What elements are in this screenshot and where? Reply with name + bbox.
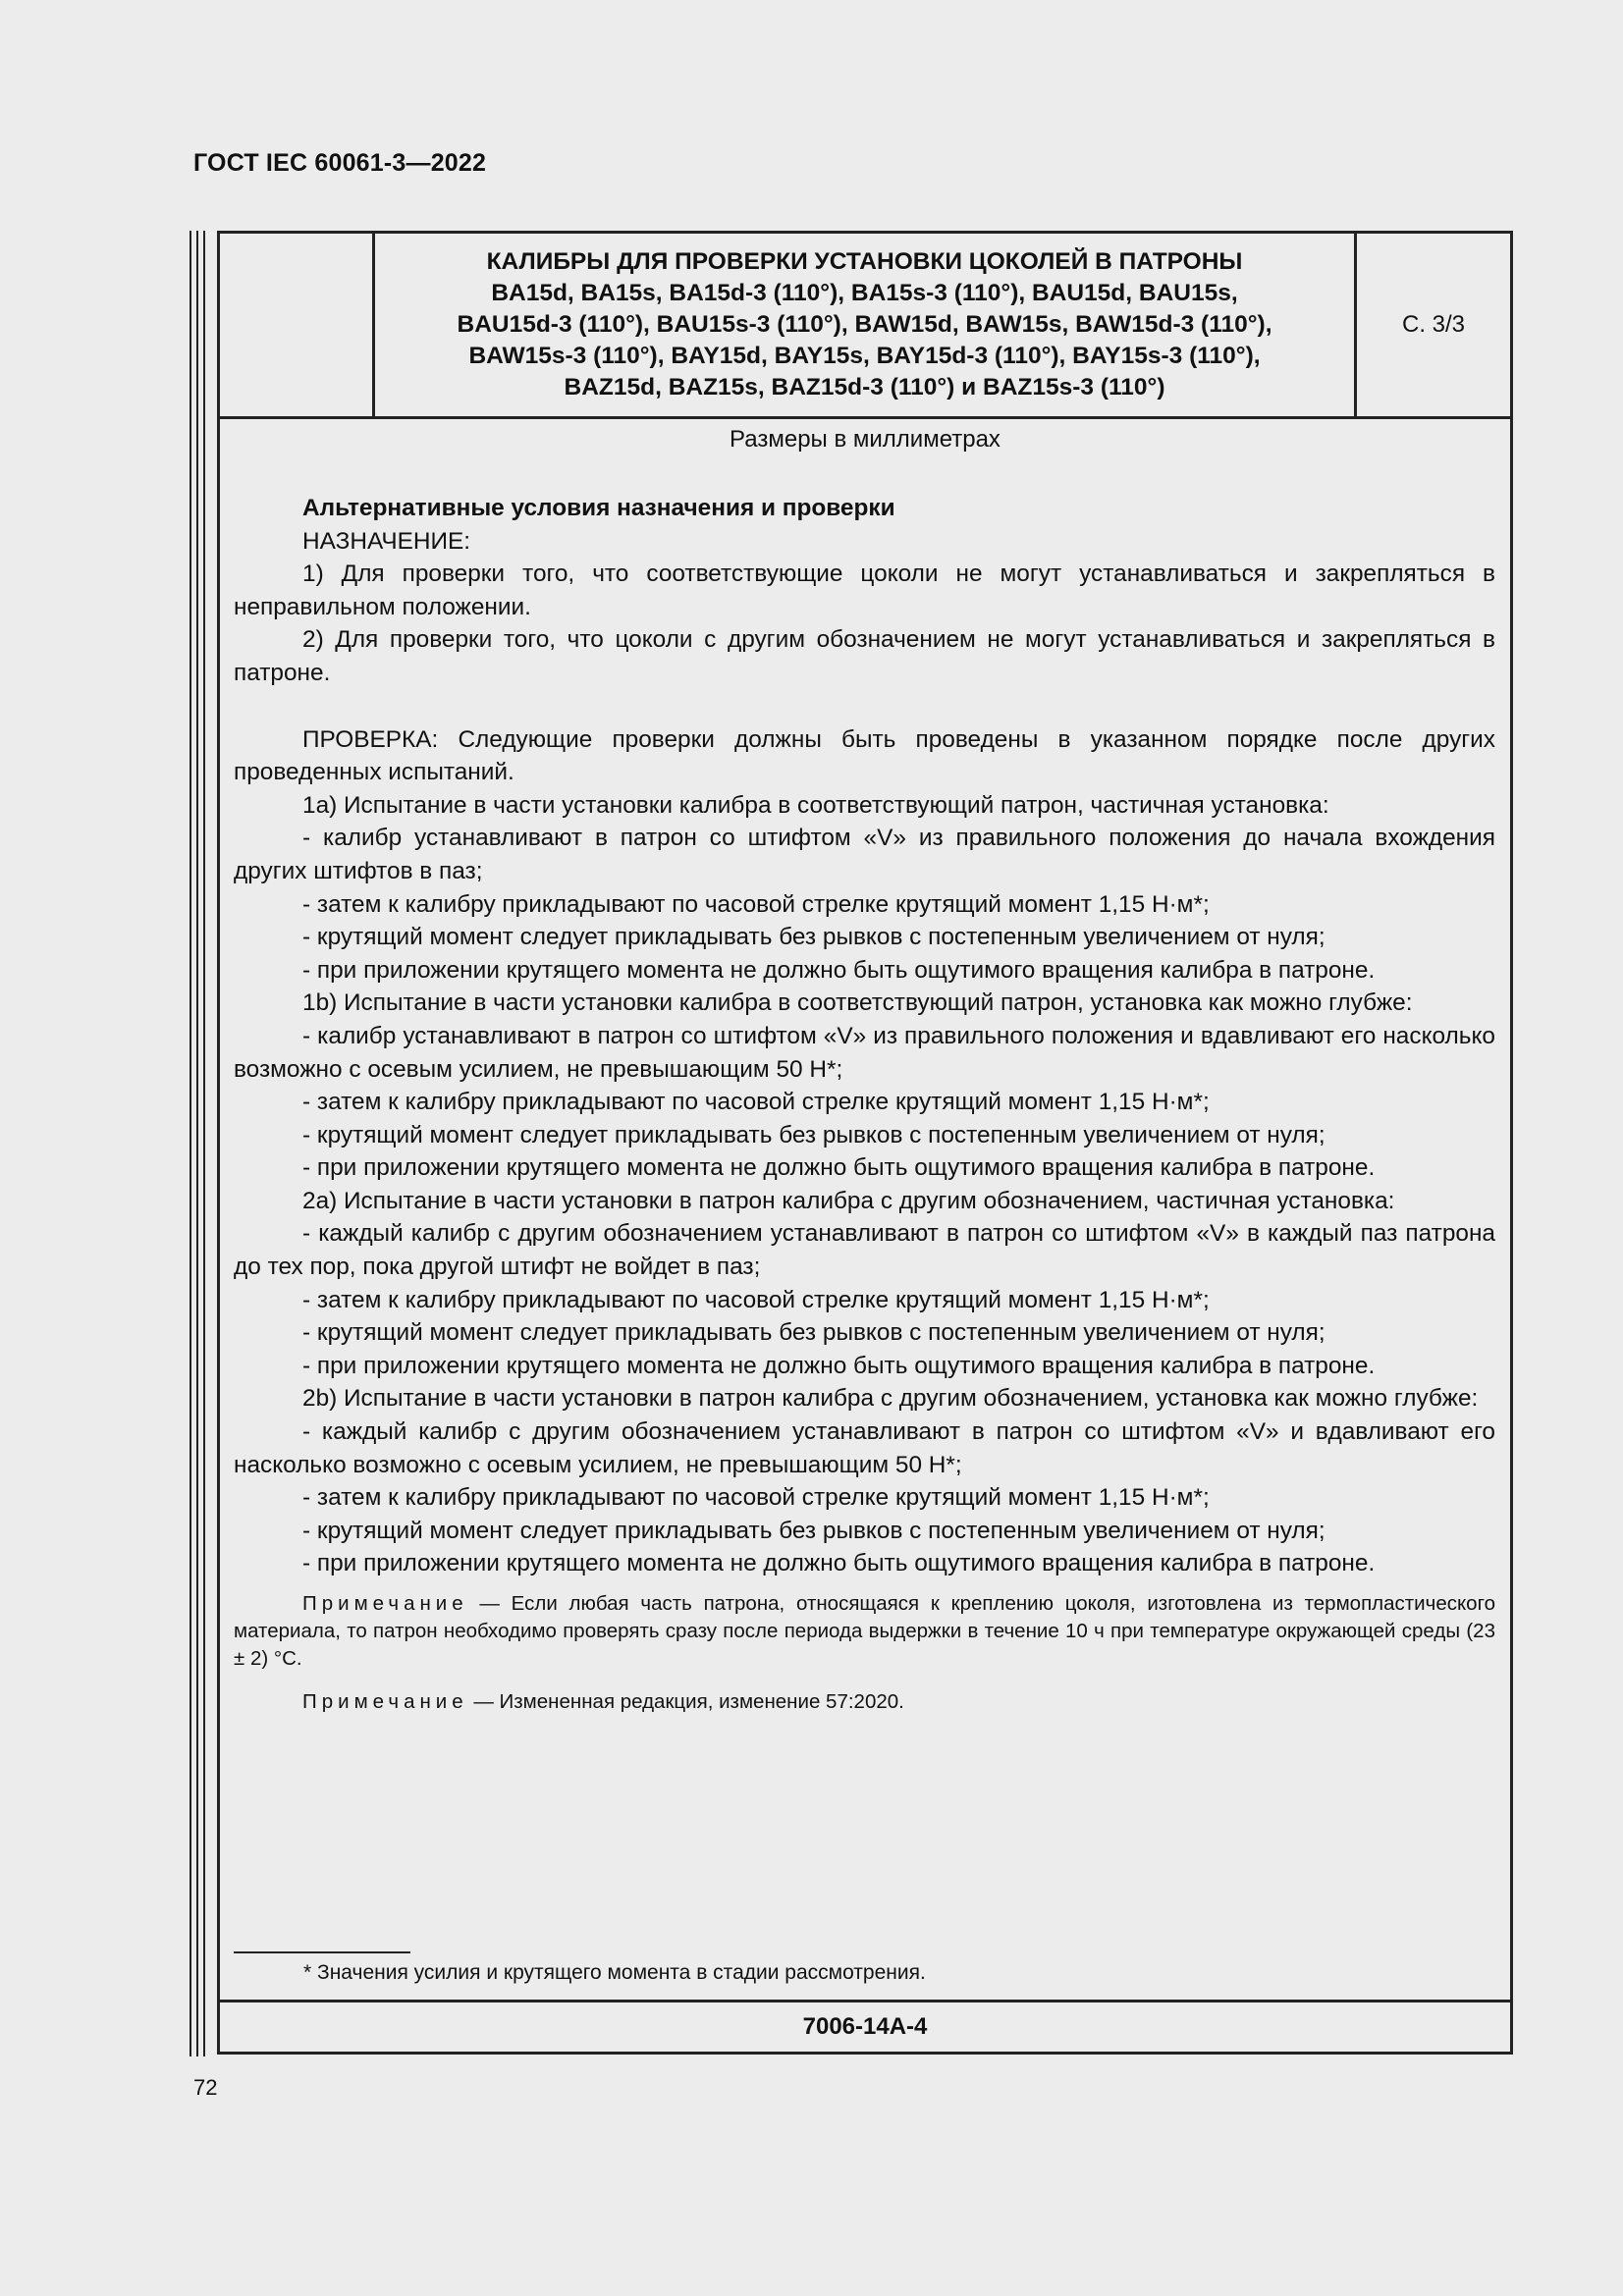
- standard-sheet-frame: [217, 231, 1513, 2055]
- test-step: - затем к калибру прикладывают по часовой стрелке крутящий момент 1,15 Н·м*;: [302, 890, 1210, 918]
- test-step: - крутящий момент следует прикладывать без рывков с постепенным увеличением от нуля;: [302, 1121, 1325, 1148]
- note-2: [234, 1688, 1495, 1716]
- check-intro: ПРОВЕРКА: Следующие проверки должны быть проведены в указанном порядке после других проведенных испытаний.: [234, 725, 1495, 786]
- sheet-header: [220, 234, 1510, 419]
- sheet-footer: [220, 2000, 1510, 2055]
- units-caption: Размеры в миллиметрах: [730, 426, 1001, 453]
- test-item: 1b) Испытание в части установки калибра в соответствующий патрон, установка как можно глубже:: [302, 989, 1413, 1017]
- sheet-title-line: КАЛИБРЫ ДЛЯ ПРОВЕРКИ УСТАНОВКИ ЦОКОЛЕЙ В ПАТРОНЫ: [486, 248, 1243, 275]
- test-step: - затем к калибру прикладывают по часовой стрелке крутящий момент 1,15 Н·м*;: [302, 1484, 1210, 1512]
- note-label: Примечание: [302, 1592, 468, 1615]
- margin-rule-3: [203, 231, 205, 2056]
- note-1: [234, 1590, 1495, 1673]
- test-item: 1a) Испытание в части установки калибра в соответствующий патрон, частичная установка:: [302, 791, 1329, 819]
- document-code: ГОСТ IEC 60061-3—2022: [193, 149, 487, 177]
- header-blank-cell: [220, 234, 375, 416]
- test-step: - крутящий момент следует прикладывать без рывков с постепенным увеличением от нуля;: [302, 1319, 1325, 1347]
- test-step: - каждый калибр с другим обозначением устанавливают в патрон со штифтом «V» в каждый паз патрона до тех пор, пока другой штифт не войдет в паз;: [234, 1220, 1495, 1281]
- test-step: - при приложении крутящего момента не должно быть ощутимого вращения калибра в патроне.: [302, 1154, 1376, 1182]
- sheet-title-line: BA15d, BA15s, BA15d-3 (110°), BA15s-3 (110°), BAU15d, BAU15s,: [491, 280, 1238, 306]
- test-step: - при приложении крутящего момента не должно быть ощутимого вращения калибра в патроне.: [302, 956, 1376, 984]
- note-text: — Измененная редакция, изменение 57:2020.: [467, 1690, 904, 1713]
- test-step: - затем к калибру прикладывают по часовой стрелке крутящий момент 1,15 Н·м*;: [302, 1089, 1210, 1116]
- purpose-label: НАЗНАЧЕНИЕ:: [302, 527, 471, 555]
- margin-rule-1: [189, 231, 191, 2056]
- test-step: - калибр устанавливают в патрон со штифтом «V» из правильного положения и вдавливают его насколько возможно с осевым усилием, не превышающим 50 Н*;: [234, 1022, 1495, 1083]
- section-heading: Альтернативные условия назначения и проверки: [302, 495, 895, 521]
- note-text: — Если любая часть патрона, относящаяся к креплению цоколя, изготовлена из термопластического материала, то патрон необходимо проверять сразу после периода выдержки в течение 10 ч при температуре окружающей среды (23 ± 2) °С.: [234, 1592, 1495, 1670]
- sheet-title: [375, 234, 1357, 416]
- test-item: 2b) Испытание в части установки в патрон калибра с другим обозначением, установка как можно глубже:: [302, 1385, 1479, 1413]
- test-step: - крутящий момент следует прикладывать без рывков с постепенным увеличением от нуля;: [302, 1517, 1325, 1544]
- sheet-page-indicator: С. 3/3: [1401, 311, 1466, 338]
- test-step: - крутящий момент следует прикладывать без рывков с постепенным увеличением от нуля;: [302, 924, 1325, 951]
- test-item: 2a) Испытание в части установки в патрон калибра с другим обозначением, частичная установка:: [302, 1187, 1395, 1214]
- footnote-separator: [234, 1951, 410, 1953]
- paragraph: 2) Для проверки того, что цоколи с другим обозначением не могут устанавливаться и закрепляться в патроне.: [234, 626, 1495, 686]
- paragraph: 1) Для проверки того, что соответствующие цоколи не могут устанавливаться и закрепляться в неправильном положении.: [234, 561, 1495, 620]
- sheet-title-line: BAZ15d, BAZ15s, BAZ15d-3 (110°) и BAZ15s-3 (110°): [564, 374, 1165, 400]
- test-step: - при приложении крутящего момента не должно быть ощутимого вращения калибра в патроне.: [302, 1352, 1376, 1379]
- sheet-body: [234, 492, 1495, 1716]
- test-step: - калибр устанавливают в патрон со штифтом «V» из правильного положения до начала вхождения других штифтов в паз;: [234, 825, 1495, 884]
- footnote: * Значения усилия и крутящего момента в стадии рассмотрения.: [303, 1961, 926, 1984]
- test-step: - каждый калибр с другим обозначением устанавливают в патрон со штифтом «V» и вдавливают его насколько возможно с осевым усилием, не превышающим 50 Н*;: [234, 1418, 1495, 1478]
- sheet-code: 7006-14A-4: [802, 2013, 928, 2040]
- note-label: Примечание: [302, 1690, 468, 1713]
- margin-rule-2: [196, 231, 198, 2056]
- page-number: 72: [193, 2075, 218, 2100]
- sheet-title-line: BAU15d-3 (110°), BAU15s-3 (110°), BAW15d, BAW15s, BAW15d-3 (110°),: [457, 311, 1272, 338]
- test-step: - при приложении крутящего момента не должно быть ощутимого вращения калибра в патроне.: [302, 1550, 1376, 1577]
- sheet-title-line: BAW15s-3 (110°), BAY15d, BAY15s, BAY15d-3 (110°), BAY15s-3 (110°),: [468, 343, 1261, 369]
- test-step: - затем к калибру прикладывают по часовой стрелке крутящий момент 1,15 Н·м*;: [302, 1286, 1210, 1313]
